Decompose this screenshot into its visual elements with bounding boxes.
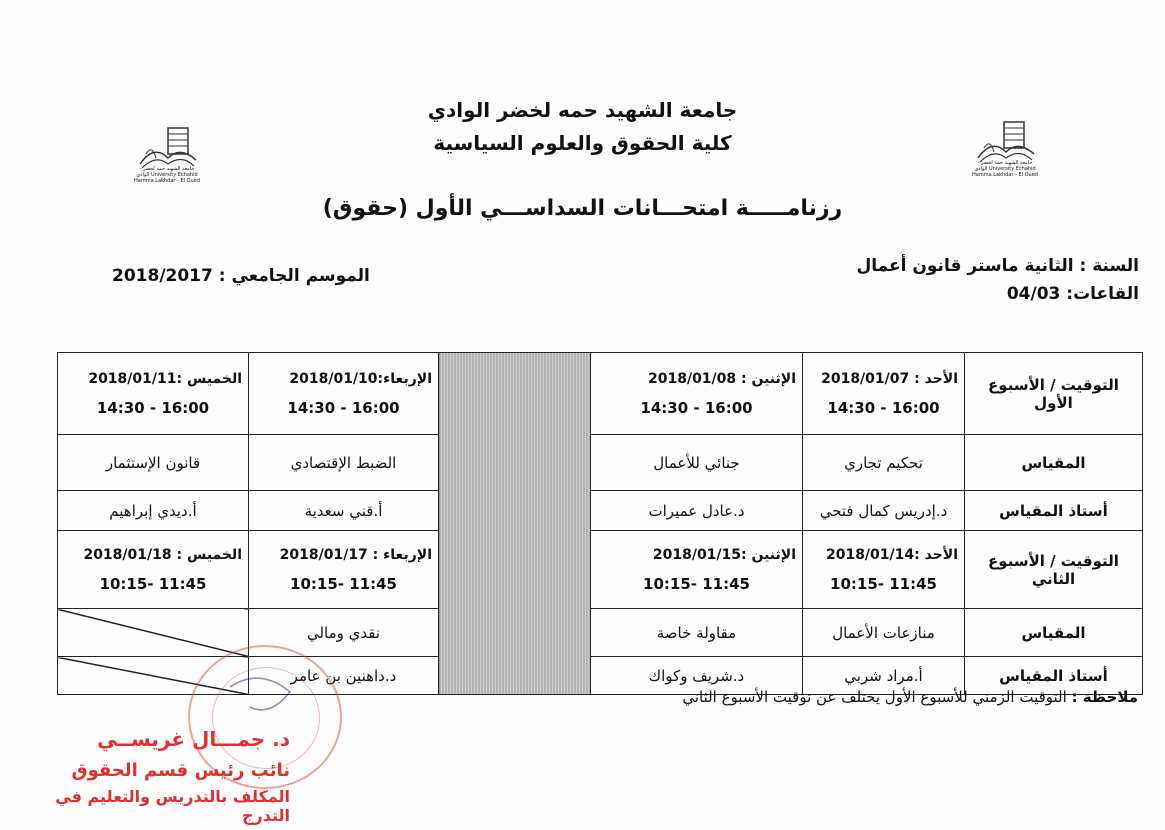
subject-label: المقياس [965, 435, 1143, 491]
professor-cell: أ.قني سعدية [249, 491, 439, 531]
week1-label: التوقيت / الأسبوع الأول [965, 353, 1143, 435]
week1-cell-1 [803, 353, 965, 435]
professor-cell: د.شريف وكواك [591, 657, 803, 695]
professor-cell: د.عادل عميرات [591, 491, 803, 531]
subject-cell: نقدي ومالي [249, 609, 439, 657]
shaded-gap-column [439, 353, 591, 695]
subject-cell: جنائي للأعمال [591, 435, 803, 491]
week1-cell-2 [591, 353, 803, 435]
exam-time: 14:30 - 16:00 [640, 398, 753, 417]
table-row [58, 435, 1143, 491]
week1-cell-3 [249, 353, 439, 435]
table-row [58, 491, 1143, 531]
logo-caption: جامعة الشهيد حمه لخضر - الوادي University Echahid Hamma Lakhdar - El Oued [134, 166, 200, 184]
week1-cell-4 [58, 353, 249, 435]
exam-time: 14:30 - 16:00 [287, 398, 400, 417]
subject-cell: تحكيم تجاري [803, 435, 965, 491]
exam-day: الأحد : 2018/01/07 [821, 370, 958, 387]
professor-label: أستاذ المقياس [965, 491, 1143, 531]
subject-label: المقياس [965, 609, 1143, 657]
table-row [58, 531, 1143, 609]
week2-cell-3 [249, 531, 439, 609]
professor-cell: د.إدريس كمال فتحي [803, 491, 965, 531]
exam-day: الأحد :2018/01/14 [825, 546, 958, 563]
exam-day: الإثنين :2018/01/15 [652, 546, 796, 563]
logo-caption: جامعة الشهيد حمه لخضر - الوادي University Echahid Hamma Lakhdar - El Oued [972, 160, 1038, 178]
signature-title-2: المكلف بالتدريس والتعليم في التدرج [55, 787, 290, 825]
exam-time: 14:30 - 16:00 [96, 398, 210, 417]
exam-time: 10:15- 11:45 [643, 574, 750, 593]
table-row [58, 353, 1143, 435]
week2-cell-4 [58, 531, 249, 609]
faculty-name: كلية الحقوق والعلوم السياسية [433, 131, 732, 155]
exam-day: الإربعاء:2018/01/10 [289, 370, 432, 387]
week2-cell-1 [803, 531, 965, 609]
exam-time: 10:15- 11:45 [99, 574, 207, 593]
university-name: جامعة الشهيد حمه لخضر الوادي [427, 98, 738, 122]
exam-day: الإثنين : 2018/01/08 [647, 370, 796, 387]
subject-cell: الضبط الإقتصادي [249, 435, 439, 491]
exam-time: 10:15- 11:45 [290, 574, 397, 593]
year-label: السنة : الثانية ماستر قانون أعمال [856, 256, 1139, 276]
season-label: الموسم الجامعي : 2018/2017 [112, 266, 370, 286]
signature-title-1: نائب رئيس قسم الحقوق [71, 760, 290, 781]
signature-name: د. جمـــال غريســي [97, 727, 290, 751]
week2-label: التوقيت / الأسبوع الثاني [965, 531, 1143, 609]
note-label: ملاحظة : [1071, 688, 1138, 706]
note-text: التوقيت الزمني للأسبوع الأول يختلف عن توقيت الأسبوع الثاني [682, 688, 1067, 706]
rooms-label: القاعات: 04/03 [1006, 284, 1139, 304]
subject-cell: منازعات الأعمال [803, 609, 965, 657]
exam-day: الخميس :2018/01/11 [88, 370, 242, 387]
document-title: رزنامـــــة امتحـــانات السداســـي الأول (حقوق) [322, 196, 843, 221]
exam-time: 10:15- 11:45 [830, 574, 937, 593]
professor-label: أستاذ المقياس [965, 657, 1143, 695]
exam-schedule-table [57, 352, 1143, 695]
professor-cell: أ.ديدي إبراهيم [58, 491, 249, 531]
week2-cell-2 [591, 531, 803, 609]
note [560, 688, 1138, 706]
professor-cell: أ.مراد شربي [803, 657, 965, 695]
exam-time: 14:30 - 16:00 [827, 398, 940, 417]
subject-cell: مقاولة خاصة [591, 609, 803, 657]
subject-cell: قانون الإستثمار [58, 435, 249, 491]
exam-day: الإربعاء : 2018/01/17 [279, 546, 432, 563]
exam-day: الخميس : 2018/01/18 [83, 546, 242, 563]
professor-cell: د.داهنين بن عامر [249, 657, 439, 695]
